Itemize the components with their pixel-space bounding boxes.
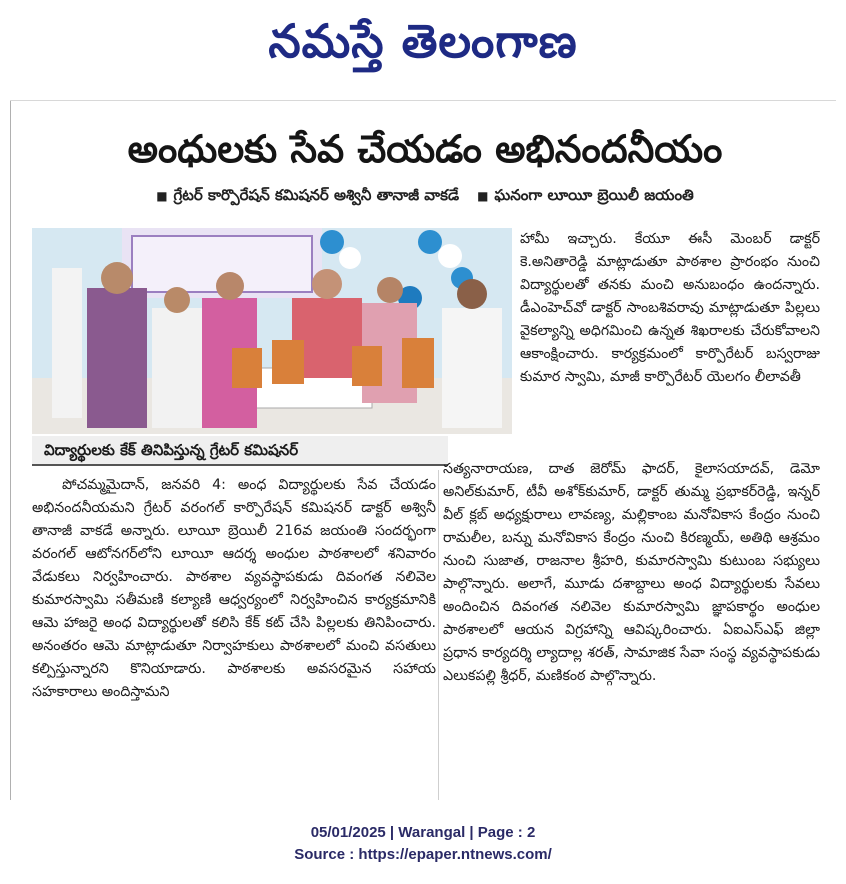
footer-date-edition: 05/01/2025 | Warangal | Page : 2	[310, 824, 536, 841]
masthead	[0, 6, 846, 76]
subhead-2-text: ఘనంగా లూయీ బ్రెయిలీ జయంతి	[494, 186, 694, 204]
frame-left-rule	[10, 100, 11, 800]
column-left-text: పోచమ్మమైదాన్, జనవరి 4: అంధ విద్యార్థులకు సేవ చేయడం అభినందనీయమని గ్రేటర్ వరంగల్ కార్పొరేషన్ కమిషనర్ డాక్టర్ అశ్వినీ తానాజీ వాకడే అన్నారు. లూయీ బ్రెయిలీ 216వ జయంతి సందర్భంగా వరంగల్ ఆటోనగర్‌లోని లూయీ ఆదర్శ అంధుల పాఠశాలలో శనివారం వేడుకలు నిర్వహించారు. పాఠశాల వ్యవస్థాపకుడు దివంగత నలివెల కుమారస్వామి సతీమణి కల్యాణి ఆధ్వర్యంలో నిర్వహించిన కార్యక్రమానికి ఆమె హాజరై అంధ విద్యార్థులతో కలిసి కేక్ కట్ చేసి పిల్లలకు తినిపించారు. అనంతరం ఆమె మాట్లాడుతూ నిర్వాహకులు పాఠశాలలో మంచి వసతులు కల్పిస్తున్నారని కొనియాడారు. పాఠశాలకు అవసరమైన సహాయ సహకారాలు అందిస్తామని	[32, 477, 436, 700]
page-footer	[0, 822, 846, 866]
column-divider	[438, 470, 439, 800]
subhead-2	[477, 186, 694, 208]
photo-illustration	[32, 228, 512, 434]
bullet-icon: ■	[156, 189, 168, 203]
frame-top-rule	[10, 100, 836, 101]
article-column-left	[32, 474, 436, 704]
bullet-icon: ■	[477, 189, 489, 203]
masthead-title: నమస్తే తెలంగాణ	[268, 14, 578, 68]
footer-source-link[interactable]: Source : https://epaper.ntnews.com/	[294, 846, 552, 863]
article-column-right-bottom	[443, 458, 820, 688]
column-right-top-text: హామీ ఇచ్చారు. కేయూ ఈసీ మెంబర్ డాక్టర్ కె.అనితారెడ్డి మాట్లాడుతూ పాఠశాల ప్రారంభం నుంచి విద్యార్థులతో తనకు మంచి అనుబంధం ఉందన్నారు. డీఎంహెచ్‌వో డాక్టర్ సాంబశివరావు మాట్లాడుతూ పిల్లలు వైకల్యాన్ని అధిగమించి ఉన్నత శిఖరాలకు చేరుకోవాలని ఆకాంక్షించారు. కార్యక్రమంలో కార్పొరేటర్ బస్వరాజు కుమార స్వామి, మాజీ కార్పొరేటర్ యెలగం లీలావతీ	[520, 231, 820, 385]
article-photo	[32, 228, 512, 434]
article-headline: అంధులకు సేవ చేయడం అభినందనీయం	[127, 127, 723, 171]
article-column-right-top	[520, 228, 820, 389]
photo-caption: విద్యార్థులకు కేక్ తినిపిస్తున్న గ్రేటర్ కమిషనర్	[32, 436, 448, 466]
article-subheads	[30, 183, 820, 211]
subhead-1	[156, 186, 459, 208]
subhead-1-text: గ్రేటర్ కార్పొరేషన్ కమిషనర్ అశ్వినీ తానాజీ వాకడే	[173, 186, 460, 204]
column-right-bottom-text: సత్యనారాయణ, దాత జెరోమ్ ఫాదర్, కైలాసయాదవ్, డెమో అనిల్‌కుమార్, టీవీ అశోక్‌కుమార్, డాక్టర్ తుమ్మ ప్రభాకర్‌రెడ్డి, ఇన్నర్ వీల్ క్లబ్ అధ్యక్షురాలు లావణ్య, మల్లికాంబ మనోవికాస కేంద్రం నుంచి రామలీల, బన్ను మనోవికాస కేంద్రం నుంచి కిరణ్మయ్, అతిథి ఆశ్రమం నుంచి సుజాత, రాజనాల శ్రీహరి, కుమారస్వామి కుటుంబ సభ్యులు పాల్గొన్నారు. అలాగే, మూడు దశాబ్దాలు అంధ విద్యార్థులకు సేవలు అందించిన దివంగత నలివెల కుమారస్వామి జ్ఞాపకార్థం అంధుల పాఠశాలలో ఆయన విగ్రహాన్ని ఆవిష్కరించారు. ఏఐఎస్ఎఫ్ జిల్లా ప్రధాన కార్యదర్శి ల్యాదాల్ల శరత్, సామాజిక సేవా సంస్థ వ్యవస్థాపకుడు ఎలుకపల్లి శ్రీధర్, మణికంఠ పాల్గొన్నారు.	[443, 461, 820, 684]
